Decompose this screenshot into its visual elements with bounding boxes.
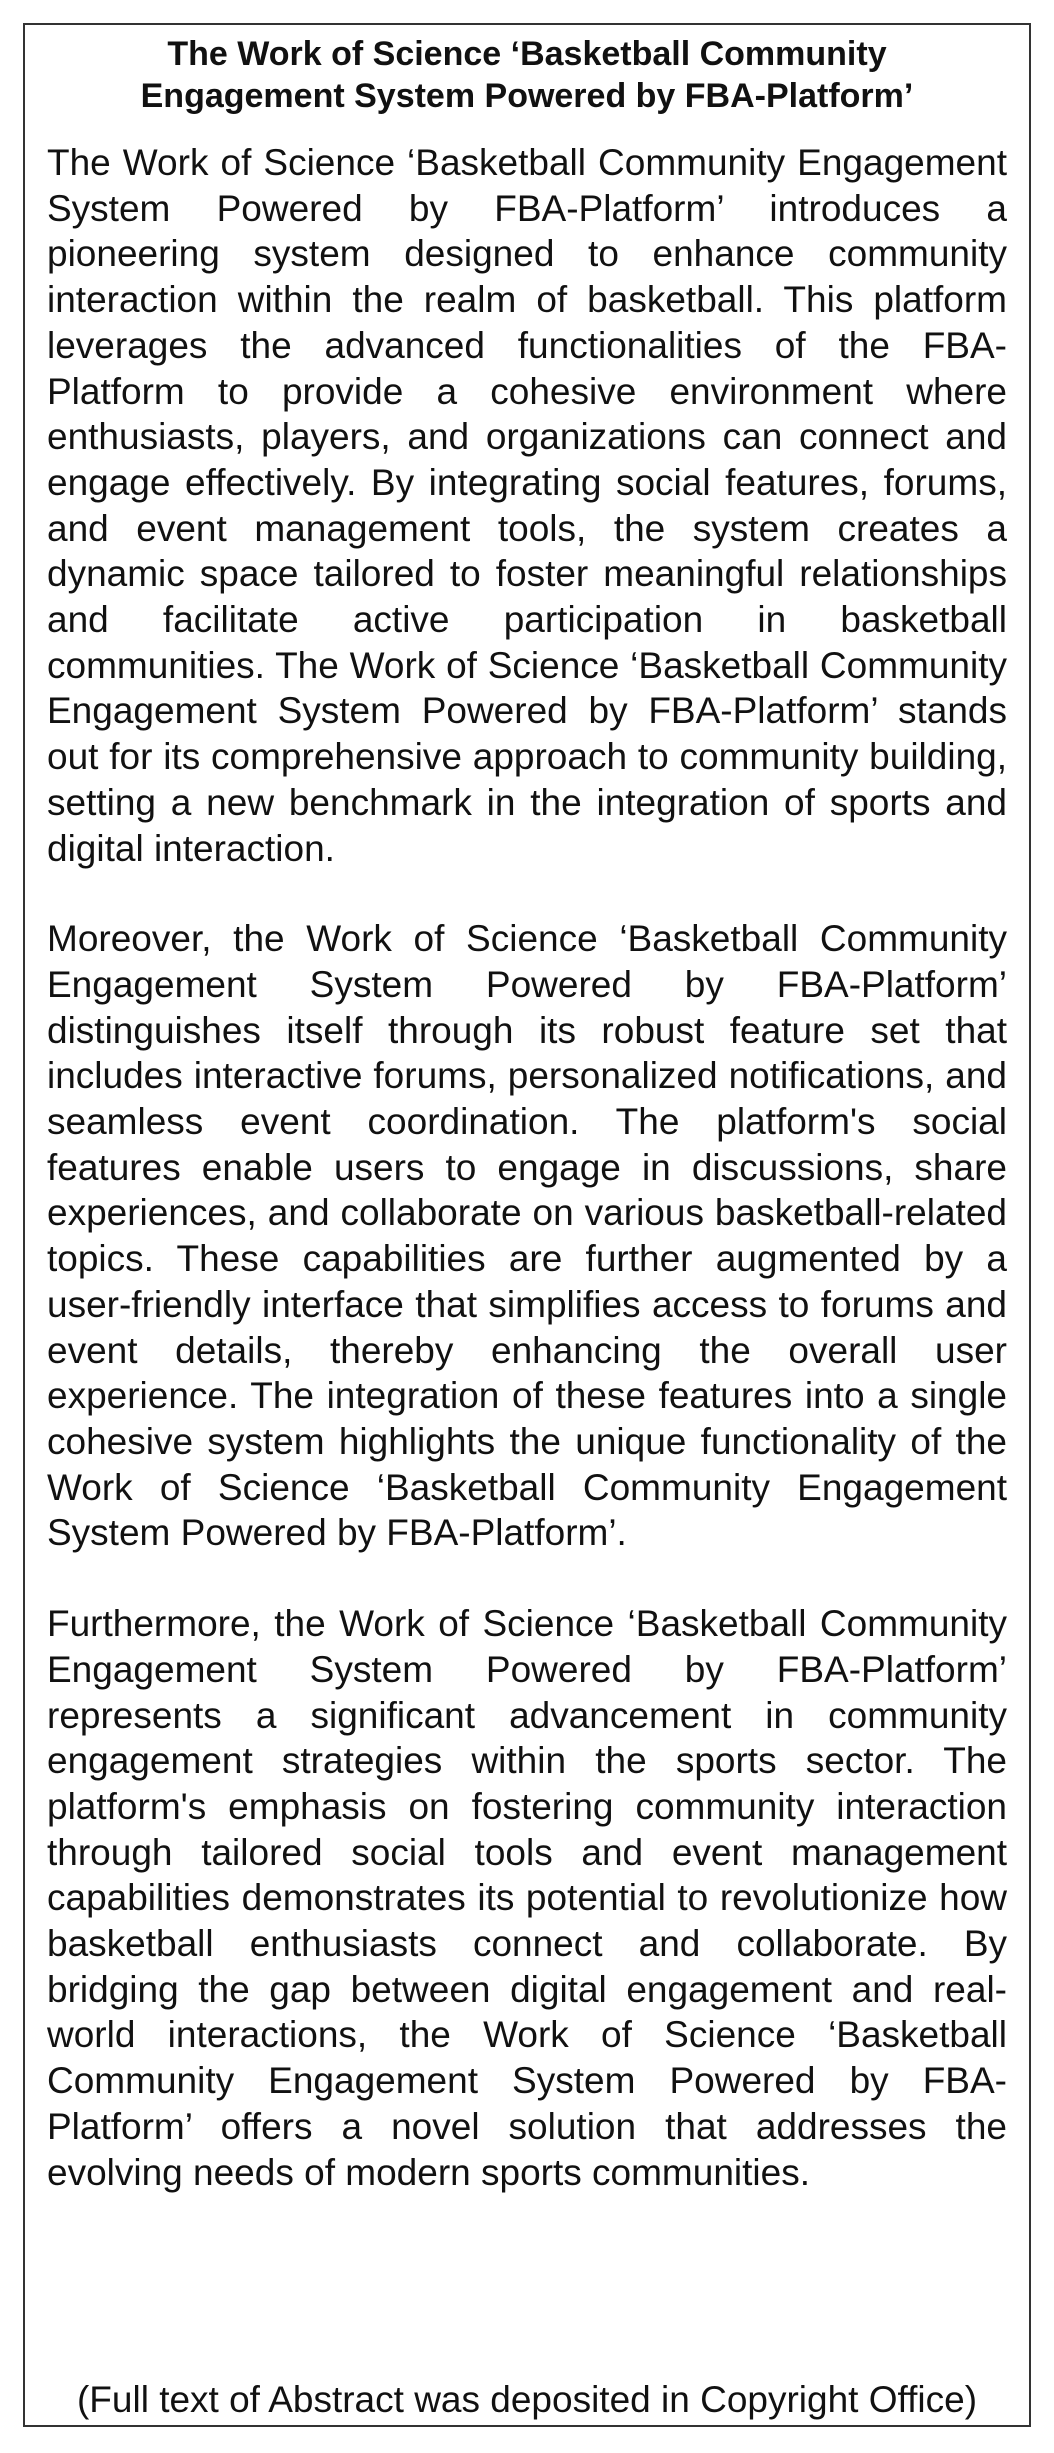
title-line-2: Engagement System Powered by FBA-Platform’ <box>140 77 914 115</box>
deposit-note: (Full text of Abstract was deposited in Copyright Office) <box>76 2379 978 2420</box>
abstract-paragraph-3: Furthermore, the Work of Science ‘Basketball Community Engagement System Powered by FBA-Platform’ represents a significant advancement in community engagement strategies within the sports sector. The platform's emphasis on fostering community interaction through tailored social tools and event management capabilities demonstrates its potential to revolutionize how basketball enthusiasts connect and collaborate. By bridging the gap between digital engagement and real-world interactions, the Work of Science ‘Basketball Community Engagement System Powered by FBA-Platform’ offers a novel solution that addresses the evolving needs of modern sports communities. <box>47 1603 1007 2193</box>
abstract-frame <box>23 23 1031 2427</box>
title-line-1: The Work of Science ‘Basketball Community <box>167 35 887 73</box>
abstract-paragraph-2: Moreover, the Work of Science ‘Basketball Community Engagement System Powered by FBA-Platform’ distinguishes itself through its robust feature set that includes interactive forums, personalized notifications, and seamless event coordination. The platform's social features enable users to engage in discussions, share experiences, and collaborate on various basketball-related topics. These capabilities are further augmented by a user-friendly interface that simplifies access to forums and event details, thereby enhancing the overall user experience. The integration of these features into a single cohesive system highlights the unique functionality of the Work of Science ‘Basketball Community Engagement System Powered by FBA-Platform’. <box>47 918 1007 1554</box>
abstract-paragraph-1: The Work of Science ‘Basketball Community Engagement System Powered by FBA-Platform’ introduces a pioneering system designed to enhance community interaction within the realm of basketball. This platform leverages the advanced functionalities of the FBA-Platform to provide a cohesive environment where enthusiasts, players, and organizations can connect and engage effectively. By integrating social features, forums, and event management tools, the system creates a dynamic space tailored to foster meaningful relationships and facilitate active participation in basketball communities. The Work of Science ‘Basketball Community Engagement System Powered by FBA-Platform’ stands out for its comprehensive approach to community building, setting a new benchmark in the integration of sports and digital interaction. <box>47 142 1007 869</box>
document-title <box>47 33 1007 117</box>
